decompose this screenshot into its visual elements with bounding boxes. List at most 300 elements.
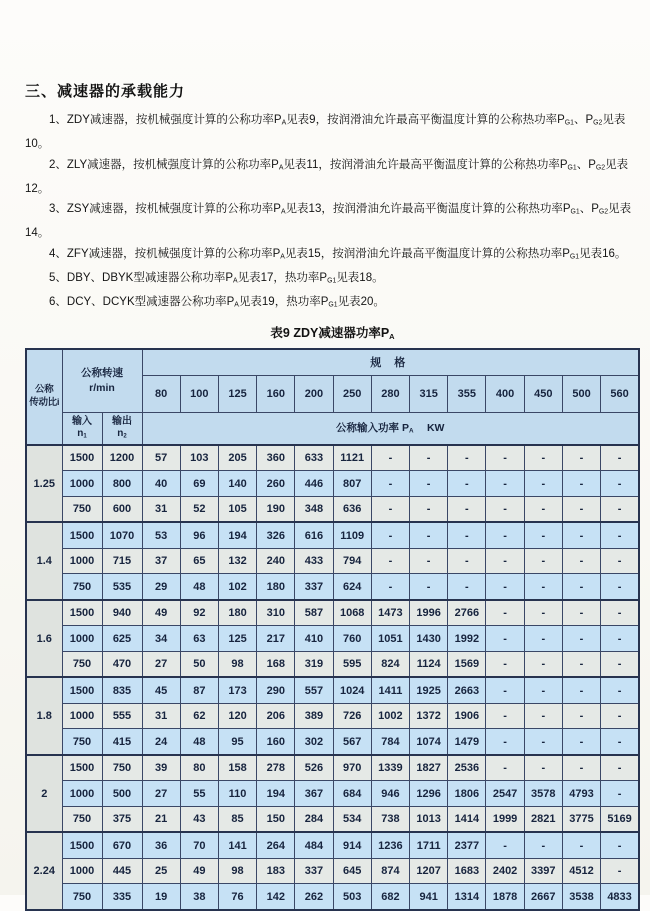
ratio-cell: 2: [26, 755, 62, 833]
power-value-cell: 168: [257, 651, 295, 677]
power-value-cell: 27: [142, 781, 180, 807]
power-value-cell: 1996: [410, 600, 448, 626]
spec-value-cell: 250: [333, 375, 371, 412]
power-value-cell: 1479: [448, 729, 486, 755]
power-value-cell: 69: [180, 471, 218, 497]
power-value-cell: -: [601, 496, 639, 522]
power-value-cell: -: [486, 626, 524, 652]
input-rpm-cell: 750: [62, 574, 102, 600]
power-value-cell: -: [486, 522, 524, 548]
power-value-cell: 3397: [524, 858, 562, 884]
power-value-cell: 636: [333, 496, 371, 522]
power-value-cell: -: [601, 703, 639, 729]
power-value-cell: -: [601, 858, 639, 884]
power-value-cell: 4793: [562, 781, 600, 807]
power-value-cell: 158: [218, 755, 256, 781]
power-value-cell: -: [601, 729, 639, 755]
ratio-group: [26, 445, 639, 523]
power-value-cell: 1109: [333, 522, 371, 548]
power-value-cell: -: [448, 471, 486, 497]
power-value-cell: 105: [218, 496, 256, 522]
power-value-cell: -: [448, 548, 486, 574]
power-value-cell: -: [486, 548, 524, 574]
power-value-cell: -: [524, 445, 562, 471]
table-row: [26, 781, 639, 807]
power-value-cell: -: [410, 445, 448, 471]
power-value-cell: 1411: [371, 677, 409, 703]
spec-value-cell: 100: [180, 375, 218, 412]
table-row: [26, 574, 639, 600]
power-value-cell: 682: [371, 884, 409, 910]
power-value-cell: -: [524, 729, 562, 755]
power-value-cell: 1925: [410, 677, 448, 703]
page-heading: 三、减速器的承载能力: [25, 83, 186, 100]
power-value-cell: 410: [295, 626, 333, 652]
power-value-cell: -: [601, 522, 639, 548]
ratio-cell: 1.25: [26, 445, 62, 523]
power-value-cell: 194: [257, 781, 295, 807]
power-value-cell: -: [486, 445, 524, 471]
ratio-group: [26, 755, 639, 833]
power-value-cell: 1121: [333, 445, 371, 471]
paragraph-item: 3、ZSY减速器，按机械强度计算的公称功率$P_A$见表13，按润滑油允许最高平衡温度计算的公称热功率$P_{G1}$、$P_{G2}$见表14。: [25, 203, 632, 240]
power-value-cell: 2402: [486, 858, 524, 884]
power-value-cell: 110: [218, 781, 256, 807]
power-value-cell: -: [562, 729, 600, 755]
power-value-cell: 595: [333, 651, 371, 677]
power-value-cell: 567: [333, 729, 371, 755]
input-rpm-cell: 750: [62, 884, 102, 910]
power-value-cell: -: [524, 574, 562, 600]
power-value-cell: -: [601, 548, 639, 574]
table-row: [26, 832, 639, 858]
spec-value-cell: 315: [410, 375, 448, 412]
power-value-cell: -: [410, 522, 448, 548]
power-value-cell: -: [601, 832, 639, 858]
ratio-cell: 2.24: [26, 832, 62, 910]
power-value-cell: 25: [142, 858, 180, 884]
spec-value-cell: 160: [257, 375, 295, 412]
power-value-cell: 1296: [410, 781, 448, 807]
table-row: [26, 600, 639, 626]
power-value-cell: 1806: [448, 781, 486, 807]
paragraph-item: 2、ZLY减速器，按机械强度计算的公称功率$P_A$见表11，按润滑油允许最高平衡温度计算的公称热功率$P_{G1}$、$P_{G2}$见表12。: [25, 158, 629, 195]
power-value-cell: 36: [142, 832, 180, 858]
power-value-cell: 616: [295, 522, 333, 548]
output-rpm-cell: 940: [102, 600, 142, 626]
power-value-cell: 278: [257, 755, 295, 781]
power-value-cell: -: [486, 755, 524, 781]
power-value-cell: 29: [142, 574, 180, 600]
power-value-cell: -: [371, 471, 409, 497]
power-value-cell: 1124: [410, 651, 448, 677]
power-value-cell: -: [371, 574, 409, 600]
spec-value-cell: 200: [295, 375, 333, 412]
power-value-cell: 337: [295, 574, 333, 600]
power-value-cell: 389: [295, 703, 333, 729]
input-rpm-cell: 1500: [62, 677, 102, 703]
power-value-cell: 49: [180, 858, 218, 884]
power-value-cell: 190: [257, 496, 295, 522]
power-value-cell: 262: [295, 884, 333, 910]
input-rpm-cell: 1500: [62, 832, 102, 858]
power-value-cell: 205: [218, 445, 256, 471]
power-value-cell: -: [410, 471, 448, 497]
power-value-cell: 2547: [486, 781, 524, 807]
power-value-cell: 824: [371, 651, 409, 677]
power-value-cell: 807: [333, 471, 371, 497]
power-value-cell: 55: [180, 781, 218, 807]
power-value-cell: -: [448, 496, 486, 522]
paragraph-item: 4、ZFY减速器，按机械强度计算的公称功率$P_A$见表15，按润滑油允许最高平衡温度计算的公称热功率$P_{G1}$见表16。: [49, 247, 627, 261]
output-rpm-cell: 415: [102, 729, 142, 755]
power-value-cell: 1339: [371, 755, 409, 781]
input-rpm-cell: 1500: [62, 445, 102, 471]
power-value-cell: 76: [218, 884, 256, 910]
power-value-cell: 173: [218, 677, 256, 703]
power-value-cell: 2663: [448, 677, 486, 703]
output-rpm-cell: 535: [102, 574, 142, 600]
power-value-cell: -: [486, 496, 524, 522]
power-value-cell: 4833: [601, 884, 639, 910]
power-value-cell: 24: [142, 729, 180, 755]
power-value-cell: 27: [142, 651, 180, 677]
power-value-cell: 4512: [562, 858, 600, 884]
power-value-cell: 874: [371, 858, 409, 884]
power-value-cell: -: [601, 677, 639, 703]
power-value-cell: 738: [371, 806, 409, 832]
input-rpm-cell: 1500: [62, 600, 102, 626]
ratio-cell: 1.6: [26, 600, 62, 678]
output-rpm-cell: 500: [102, 781, 142, 807]
power-value-cell: -: [562, 548, 600, 574]
power-value-cell: 941: [410, 884, 448, 910]
power-value-cell: -: [371, 496, 409, 522]
output-rpm-cell: 335: [102, 884, 142, 910]
power-value-cell: 534: [333, 806, 371, 832]
power-value-cell: 1430: [410, 626, 448, 652]
power-value-cell: -: [601, 600, 639, 626]
output-rpm-cell: 670: [102, 832, 142, 858]
power-value-cell: 142: [257, 884, 295, 910]
power-value-cell: -: [524, 471, 562, 497]
ratio-cell: 1.4: [26, 522, 62, 600]
power-value-cell: 180: [257, 574, 295, 600]
power-value-cell: 446: [295, 471, 333, 497]
speed-header-cell: 公称转速 r/min: [62, 349, 142, 413]
power-value-cell: 102: [218, 574, 256, 600]
power-value-cell: 1314: [448, 884, 486, 910]
power-value-cell: 1992: [448, 626, 486, 652]
ratio-group: [26, 600, 639, 678]
power-value-cell: -: [486, 651, 524, 677]
power-value-cell: -: [562, 832, 600, 858]
power-value-cell: -: [486, 677, 524, 703]
input-rpm-cell: 1000: [62, 626, 102, 652]
power-value-cell: 240: [257, 548, 295, 574]
power-value-cell: 264: [257, 832, 295, 858]
power-value-cell: 103: [180, 445, 218, 471]
power-value-cell: 2536: [448, 755, 486, 781]
power-value-cell: 48: [180, 729, 218, 755]
power-value-cell: 1236: [371, 832, 409, 858]
paragraph-item: 1、ZDY减速器，按机械强度计算的公称功率$P_A$见表9，按润滑油允许最高平衡温度计算的公称热功率$P_{G1}$、$P_{G2}$见表10。: [25, 114, 626, 151]
spec-value-cell: 500: [562, 375, 600, 412]
table-title: 表9 ZDY减速器功率$P_A$: [270, 325, 395, 341]
power-value-cell: 726: [333, 703, 371, 729]
power-value-cell: -: [562, 755, 600, 781]
power-value-cell: -: [562, 522, 600, 548]
spec-value-cell: 280: [371, 375, 409, 412]
power-value-cell: 92: [180, 600, 218, 626]
output-rpm-cell: 375: [102, 806, 142, 832]
power-value-cell: 38: [180, 884, 218, 910]
power-value-cell: 260: [257, 471, 295, 497]
table-row: [26, 858, 639, 884]
power-value-cell: 326: [257, 522, 295, 548]
power-value-cell: 526: [295, 755, 333, 781]
power-value-cell: -: [524, 522, 562, 548]
power-value-cell: 125: [218, 626, 256, 652]
power-value-cell: -: [562, 677, 600, 703]
ratio-header-cell: 公称 传动比i: [26, 349, 62, 445]
power-value-cell: -: [524, 755, 562, 781]
power-value-cell: 150: [257, 806, 295, 832]
power-value-cell: -: [601, 471, 639, 497]
table-row: [26, 806, 639, 832]
output-rpm-cell: 625: [102, 626, 142, 652]
power-value-cell: 57: [142, 445, 180, 471]
power-value-cell: -: [448, 445, 486, 471]
power-value-cell: 21: [142, 806, 180, 832]
power-value-cell: -: [448, 522, 486, 548]
power-value-cell: 19: [142, 884, 180, 910]
power-value-cell: -: [486, 832, 524, 858]
power-value-cell: -: [562, 574, 600, 600]
power-value-cell: 1207: [410, 858, 448, 884]
power-value-cell: -: [601, 445, 639, 471]
power-value-cell: -: [486, 729, 524, 755]
power-value-cell: 2821: [524, 806, 562, 832]
power-value-cell: 624: [333, 574, 371, 600]
power-value-cell: -: [486, 600, 524, 626]
power-value-cell: 96: [180, 522, 218, 548]
ratio-group: [26, 522, 639, 600]
input-rpm-cell: 750: [62, 651, 102, 677]
output-speed-header-cell: 输出 $n_2$: [102, 412, 142, 445]
output-rpm-cell: 750: [102, 755, 142, 781]
power-value-cell: 53: [142, 522, 180, 548]
power-value-cell: -: [371, 522, 409, 548]
power-value-cell: -: [562, 626, 600, 652]
input-rpm-cell: 1000: [62, 858, 102, 884]
power-value-cell: 3775: [562, 806, 600, 832]
output-rpm-cell: 470: [102, 651, 142, 677]
power-value-cell: 433: [295, 548, 333, 574]
power-value-cell: -: [486, 703, 524, 729]
output-rpm-cell: 715: [102, 548, 142, 574]
power-value-cell: -: [524, 651, 562, 677]
power-value-cell: -: [562, 445, 600, 471]
power-value-cell: -: [562, 496, 600, 522]
power-value-cell: 43: [180, 806, 218, 832]
power-value-cell: 70: [180, 832, 218, 858]
power-value-cell: 794: [333, 548, 371, 574]
output-rpm-cell: 800: [102, 471, 142, 497]
table-row: [26, 496, 639, 522]
spec-value-cell: 355: [448, 375, 486, 412]
power-value-cell: 194: [218, 522, 256, 548]
power-value-cell: 2377: [448, 832, 486, 858]
table-row: [26, 548, 639, 574]
power-value-cell: 132: [218, 548, 256, 574]
ratio-group: [26, 677, 639, 755]
output-rpm-cell: 600: [102, 496, 142, 522]
power-value-cell: 1999: [486, 806, 524, 832]
power-value-cell: -: [410, 574, 448, 600]
table-row: [26, 626, 639, 652]
power-value-cell: -: [524, 496, 562, 522]
power-value-cell: 1683: [448, 858, 486, 884]
power-value-cell: 45: [142, 677, 180, 703]
power-value-cell: -: [601, 781, 639, 807]
power-value-cell: -: [410, 496, 448, 522]
power-value-cell: -: [524, 832, 562, 858]
power-value-cell: 39: [142, 755, 180, 781]
power-value-cell: 50: [180, 651, 218, 677]
power-value-cell: 1051: [371, 626, 409, 652]
table-row: [26, 677, 639, 703]
power-value-cell: 87: [180, 677, 218, 703]
output-rpm-cell: 1070: [102, 522, 142, 548]
power-value-cell: 337: [295, 858, 333, 884]
power-value-cell: 206: [257, 703, 295, 729]
input-rpm-cell: 1500: [62, 755, 102, 781]
output-rpm-cell: 1200: [102, 445, 142, 471]
power-value-cell: 217: [257, 626, 295, 652]
table-row: [26, 445, 639, 471]
power-value-cell: 31: [142, 496, 180, 522]
power-value-cell: 302: [295, 729, 333, 755]
table-row: [26, 471, 639, 497]
power-value-cell: 2667: [524, 884, 562, 910]
power-value-cell: -: [371, 445, 409, 471]
spec-value-cell: 125: [218, 375, 256, 412]
power-value-cell: 348: [295, 496, 333, 522]
power-value-cell: 183: [257, 858, 295, 884]
power-value-cell: -: [524, 548, 562, 574]
power-value-cell: 1569: [448, 651, 486, 677]
paragraph-list: [25, 110, 640, 316]
power-value-cell: 1013: [410, 806, 448, 832]
table-row: [26, 522, 639, 548]
power-value-cell: 3538: [562, 884, 600, 910]
power-value-cell: 49: [142, 600, 180, 626]
power-value-cell: 5169: [601, 806, 639, 832]
power-value-cell: 52: [180, 496, 218, 522]
input-rpm-cell: 1000: [62, 703, 102, 729]
power-value-cell: 65: [180, 548, 218, 574]
spec-value-cell: 400: [486, 375, 524, 412]
power-value-cell: 319: [295, 651, 333, 677]
table-row: [26, 729, 639, 755]
input-rpm-cell: 1000: [62, 471, 102, 497]
paragraph-item: 6、DCY、DCYK型减速器公称功率$P_A$见表19，热功率$P_{G1}$见表20。: [49, 295, 385, 309]
power-value-cell: 284: [295, 806, 333, 832]
power-value-cell: 1068: [333, 600, 371, 626]
power-value-cell: 684: [333, 781, 371, 807]
power-value-cell: 1074: [410, 729, 448, 755]
power-value-cell: 120: [218, 703, 256, 729]
spec-value-cell: 560: [601, 375, 639, 412]
power-value-cell: 484: [295, 832, 333, 858]
spec-value-cell: 450: [524, 375, 562, 412]
power-value-cell: 645: [333, 858, 371, 884]
table-header: [26, 349, 639, 445]
power-value-cell: 1878: [486, 884, 524, 910]
power-value-cell: 98: [218, 651, 256, 677]
ratio-cell: 1.8: [26, 677, 62, 755]
power-value-cell: 98: [218, 858, 256, 884]
table-row: [26, 651, 639, 677]
power-value-cell: 62: [180, 703, 218, 729]
power-value-cell: 1024: [333, 677, 371, 703]
power-value-cell: -: [601, 651, 639, 677]
power-value-cell: 633: [295, 445, 333, 471]
power-value-cell: 587: [295, 600, 333, 626]
power-value-cell: 1372: [410, 703, 448, 729]
power-value-cell: 1414: [448, 806, 486, 832]
output-rpm-cell: 835: [102, 677, 142, 703]
power-value-cell: 557: [295, 677, 333, 703]
power-value-cell: 80: [180, 755, 218, 781]
power-value-cell: -: [486, 574, 524, 600]
ratio-group: [26, 832, 639, 910]
input-rpm-cell: 750: [62, 729, 102, 755]
power-value-cell: 367: [295, 781, 333, 807]
power-value-cell: 360: [257, 445, 295, 471]
power-value-cell: 34: [142, 626, 180, 652]
power-value-cell: -: [562, 703, 600, 729]
power-value-cell: 2766: [448, 600, 486, 626]
power-value-cell: 140: [218, 471, 256, 497]
power-value-cell: 1827: [410, 755, 448, 781]
power-value-cell: 1473: [371, 600, 409, 626]
power-value-cell: 141: [218, 832, 256, 858]
table-row: [26, 755, 639, 781]
power-value-cell: 914: [333, 832, 371, 858]
power-unit-header-cell: 公称输入功率 $P_A$ KW: [142, 412, 639, 445]
input-speed-header-cell: 输入 $n_1$: [62, 412, 102, 445]
output-rpm-cell: 555: [102, 703, 142, 729]
power-value-cell: 310: [257, 600, 295, 626]
power-value-cell: 784: [371, 729, 409, 755]
power-value-cell: 48: [180, 574, 218, 600]
power-value-cell: 85: [218, 806, 256, 832]
power-value-cell: -: [562, 471, 600, 497]
power-value-cell: -: [601, 755, 639, 781]
input-rpm-cell: 750: [62, 806, 102, 832]
input-rpm-cell: 1000: [62, 781, 102, 807]
input-rpm-cell: 750: [62, 496, 102, 522]
power-value-cell: 160: [257, 729, 295, 755]
spec-value-cell: 80: [142, 375, 180, 412]
power-value-cell: 970: [333, 755, 371, 781]
power-value-cell: -: [371, 548, 409, 574]
power-value-cell: 503: [333, 884, 371, 910]
power-value-cell: 40: [142, 471, 180, 497]
power-value-cell: -: [524, 703, 562, 729]
